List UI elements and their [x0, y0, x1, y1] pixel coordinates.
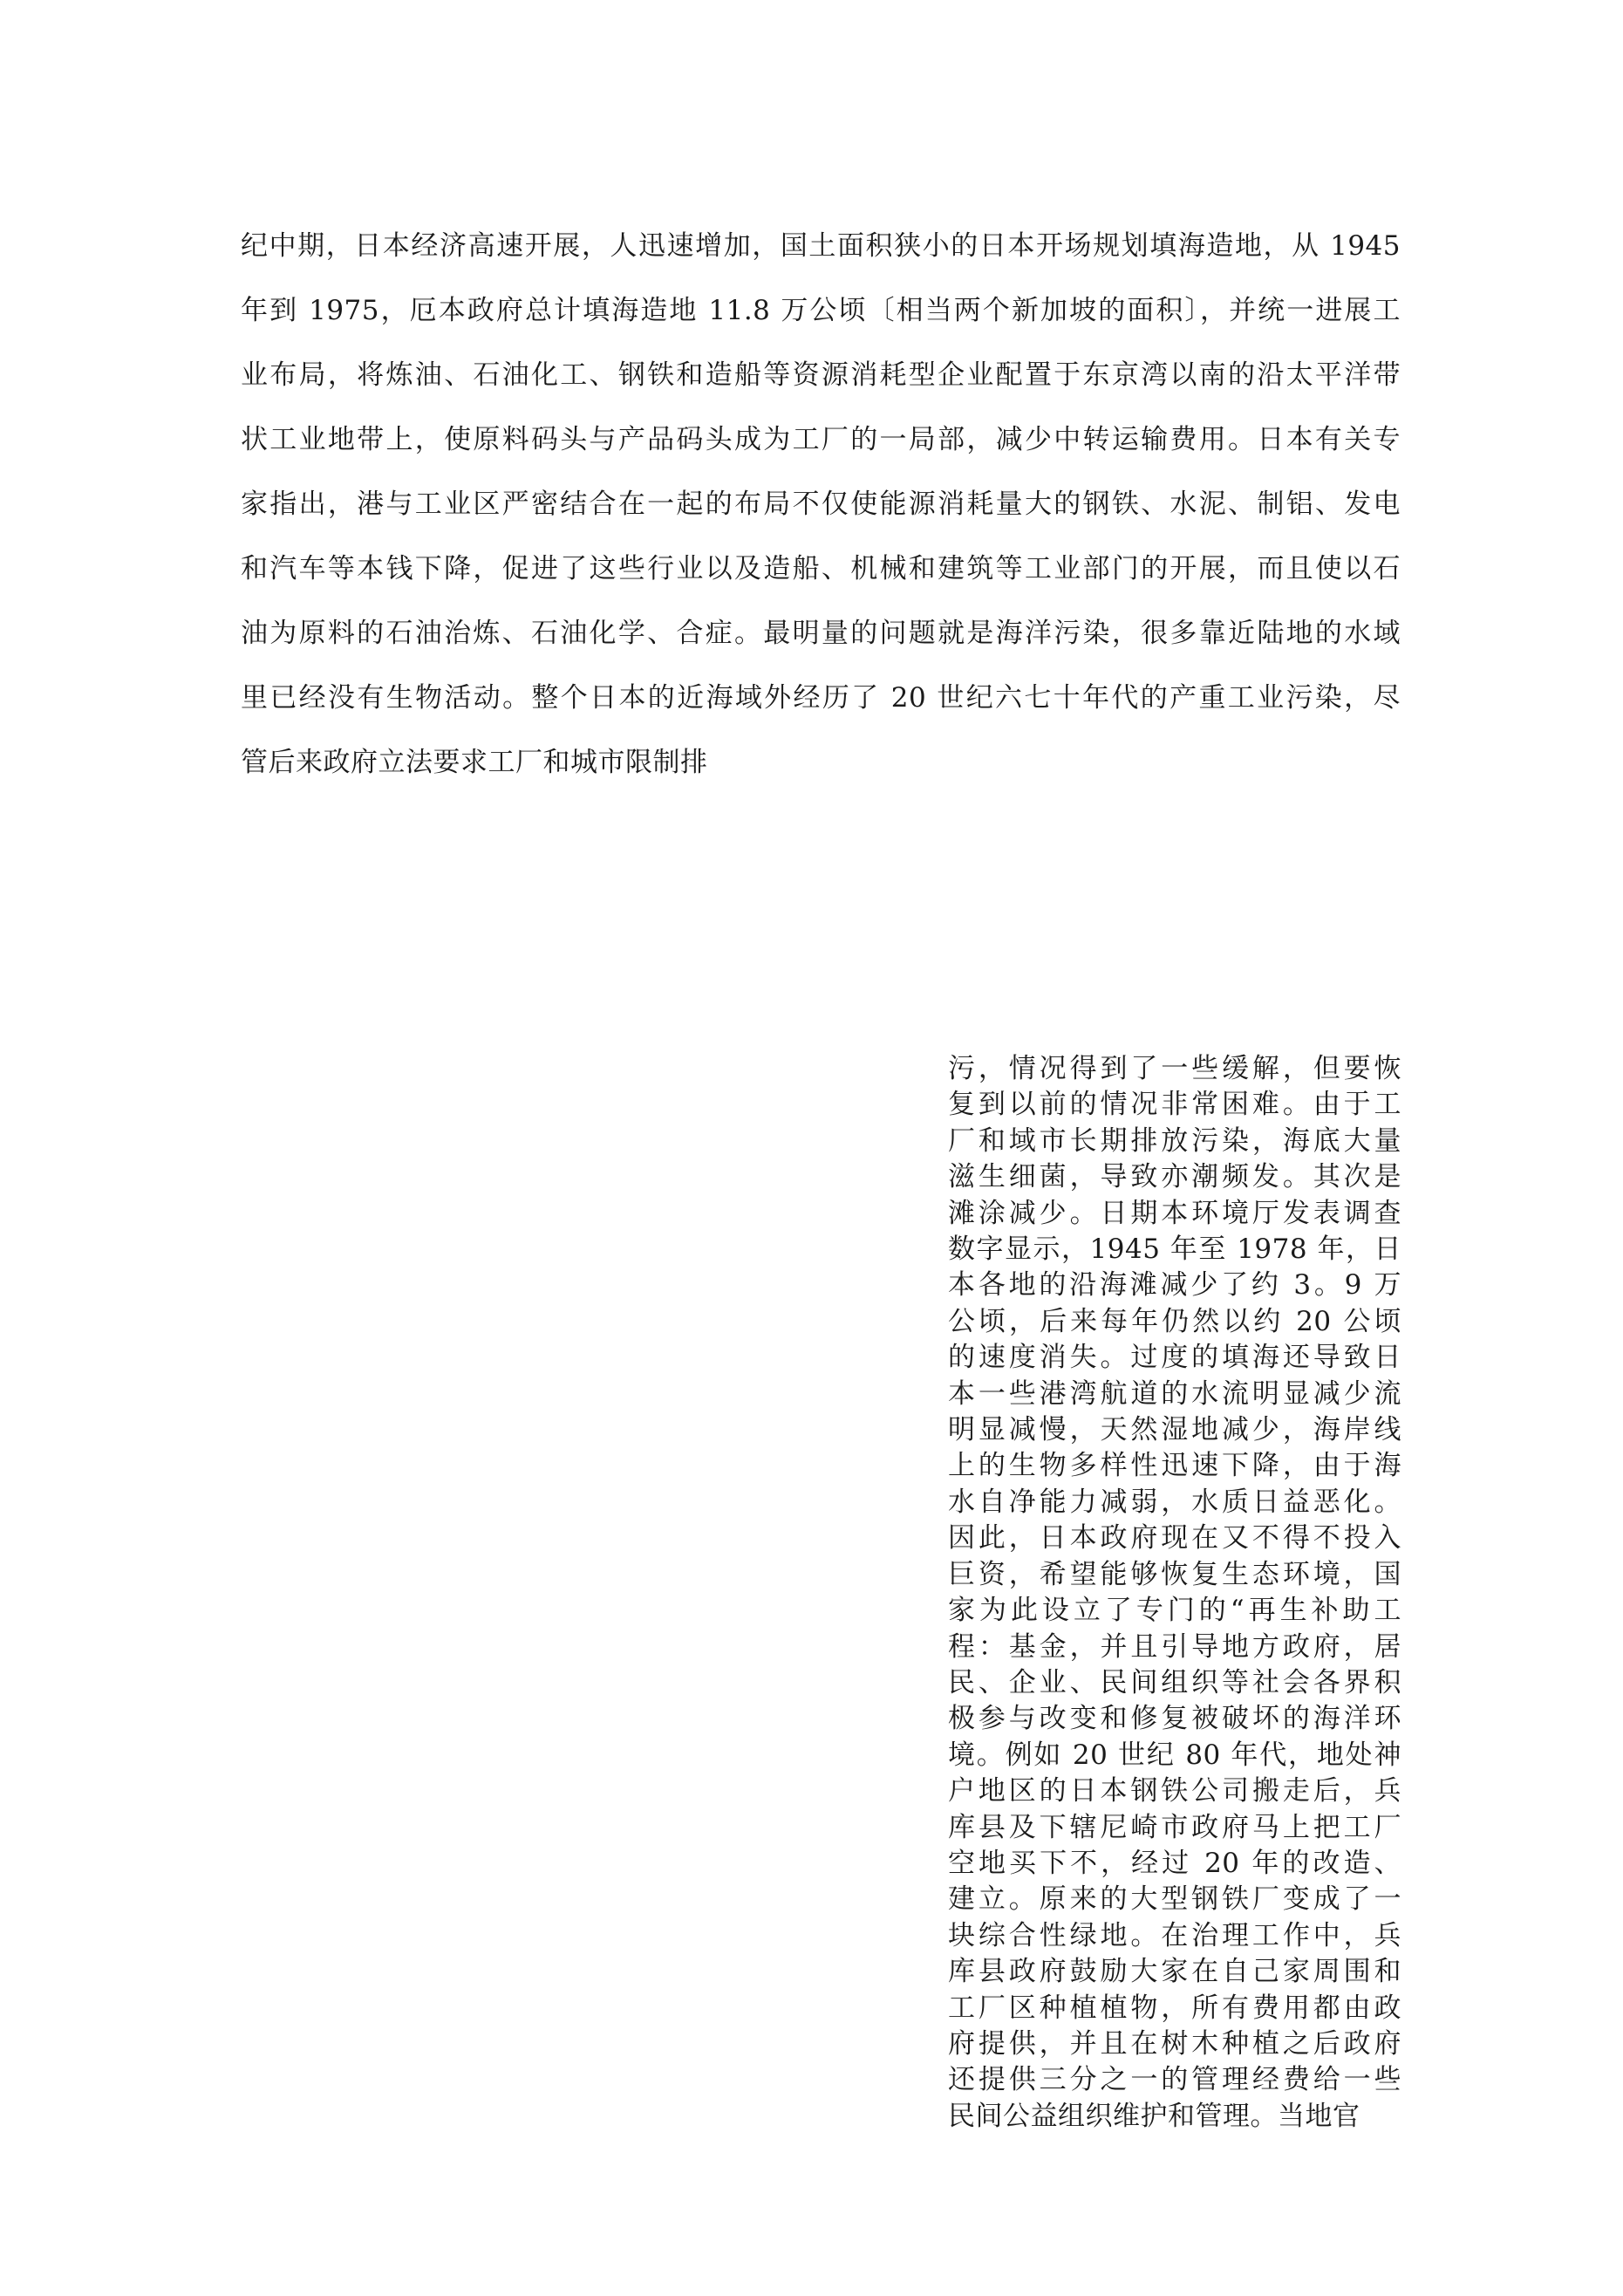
- text-line: 本一些港湾航道的水流明显减少流: [948, 1377, 1401, 1410]
- text-line: 还提供三分之一的管理经费给一些: [948, 2064, 1401, 2096]
- text-line: 民、企业、民间组织等社会各界积: [948, 1666, 1401, 1698]
- text-line: 本各地的沿海滩减少了约 3。9 万: [948, 1269, 1401, 1302]
- text-line: 户地区的日本钢铁公司搬走后，兵: [948, 1775, 1401, 1807]
- text-line: 业布局，将炼油、石油化工、钢铁和造船等资源消耗型企业配置于东京湾以南的沿太平洋带: [241, 359, 1401, 391]
- column-paragraph: [948, 1051, 1401, 2135]
- text-line: 建立。原来的大型钢铁厂变成了一: [948, 1883, 1401, 1916]
- text-line: 滋生细菌，导致亦潮频发。其次是: [948, 1161, 1401, 1193]
- top-paragraph: [241, 214, 1401, 795]
- text-line: 空地买下不，经过 20 年的改造、: [948, 1847, 1401, 1879]
- text-line: 厂和域市长期排放污染，海底大量: [948, 1124, 1401, 1157]
- text-line: 里已经没有生物活动。整个日本的近海域外经历了 20 世纪六七十年代的产重工业污染，尽: [241, 682, 1401, 714]
- text-line: 管后来政府立法要求工厂和城市限制排: [241, 747, 708, 778]
- text-line: 境。例如 20 世纪 80 年代，地处神: [948, 1739, 1401, 1771]
- text-line: 水自净能力减弱，水质日益恶化。: [948, 1486, 1401, 1518]
- text-line: 巨资，希望能够恢复生态环境，国: [948, 1558, 1401, 1590]
- text-line: 油为原料的石油治炼、石油化学、合症。最明量的问题就是海洋污染，很多靠近陆地的水域: [241, 618, 1401, 649]
- text-line: 公顷，后来每年仍然以约 20 公顷: [948, 1305, 1401, 1337]
- text-line: 明显减慢，天然湿地减少，海岸线: [948, 1414, 1401, 1446]
- text-line: 上的生物多样性迅速下降，由于海: [948, 1450, 1401, 1482]
- text-line: 库县及下辖尼崎市政府马上把工厂: [948, 1811, 1401, 1843]
- text-line: 纪中期，日本经济高速开展，人迅速增加，国土面积狭小的日本开场规划填海造地，从 1945: [241, 230, 1401, 262]
- text-line: 年到 1975，厄本政府总计填海造地 11.8 万公顷〔相当两个新加坡的面积〕，并统一进展工: [241, 295, 1401, 326]
- text-line: 块综合性绿地。在治理工作中，兵: [948, 1919, 1401, 1951]
- text-line: 状工业地带上，使原料码头与产品码头成为工厂的一局部，减少中转运输费用。日本有关专: [241, 424, 1401, 455]
- text-line: 的速度消失。过度的填海还导致日: [948, 1342, 1401, 1374]
- text-line: 极参与改变和修复被破坏的海洋环: [948, 1703, 1401, 1735]
- text-line: 府提供，并且在树木种植之后政府: [948, 2027, 1401, 2060]
- text-line: 库县政府鼓励大家在自己家周围和: [948, 1956, 1401, 1988]
- text-line: 数字显示，1945 年至 1978 年，日: [948, 1233, 1401, 1266]
- text-line: 复到以前的情况非常困难。由于工: [948, 1089, 1401, 1121]
- text-line: 家为此设立了专门的“再生补助工: [948, 1595, 1401, 1627]
- text-line: 因此，日本政府现在又不得不投入: [948, 1522, 1401, 1555]
- text-line: 家指出，港与工业区严密结合在一起的布局不仅使能源消耗量大的钢铁、水泥、制铝、发电: [241, 489, 1401, 520]
- text-line: 和汽车等本钱下降，促进了这些行业以及造船、机械和建筑等工业部门的开展，而且使以石: [241, 553, 1401, 584]
- text-line: 民间公益组织维护和管理。当地官: [948, 2100, 1360, 2132]
- text-line: 污，情况得到了一些缓解，但要恢: [948, 1053, 1401, 1084]
- text-line: 工厂区种植植物，所有费用都由政: [948, 1992, 1401, 2024]
- text-line: 程：基金，并且引导地方政府，居: [948, 1630, 1401, 1663]
- text-line: 滩涂减少。日期本环境厅发表调查: [948, 1197, 1401, 1229]
